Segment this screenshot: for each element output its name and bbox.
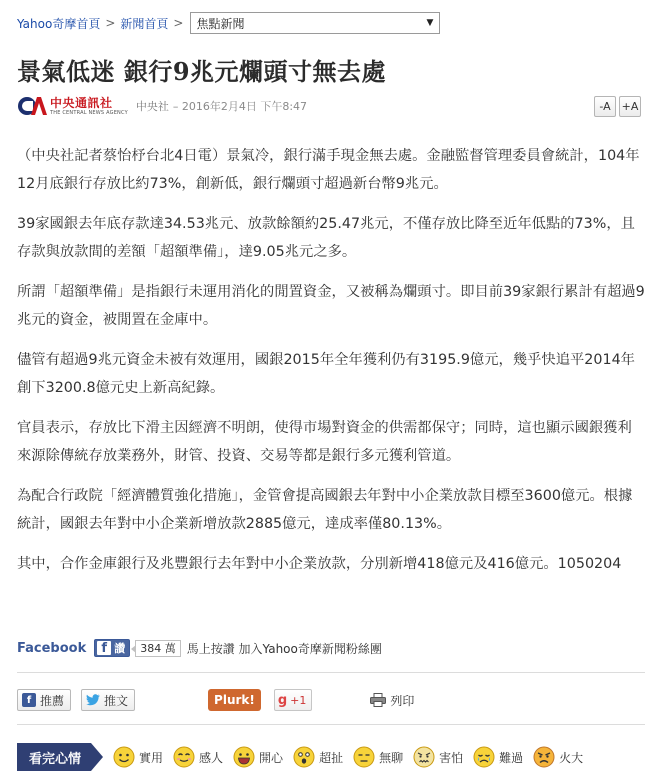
print-label: 列印 [390,693,415,708]
recommend-label: 推薦 [40,693,65,708]
reaction-useful-label: 實用 [139,750,164,765]
breadcrumb-news-home[interactable]: 新聞首頁 [120,16,169,31]
facebook-like-count: 384 萬 [135,640,181,657]
reaction-scared[interactable] [413,746,463,768]
article-title: 景氣低迷 銀行9兆元爛頭寸無去處 [17,57,387,86]
article-paragraph: 39家國銀去年底存款達34.53兆元、放款餘額約25.47兆元，不僅存放比降至近年低點的73%，且存款與放款間的差額「超額準備」，達9.05兆元之多。 [17,216,635,260]
article-paragraph: 所謂「超額準備」是指銀行未運用消化的閒置資金，又被稱為爛頭寸。即目前39家銀行累計有超過9兆元的資金，被閒置在金庫中。 [17,284,645,328]
shocked-face-icon [293,746,315,768]
cna-logo [17,95,128,117]
print-button[interactable] [370,692,414,709]
font-smaller-button[interactable]: -A [594,96,616,117]
facebook-icon: f [97,641,111,655]
cna-logo-en: THE CENTRAL NEWS AGENCY [50,109,128,116]
divider [17,672,645,673]
reaction-happy-label: 開心 [259,750,284,765]
article-paragraph: 儘管有超過9兆元資金未被有效運用，國銀2015年全年獲利仍有3195.9億元，幾乎快追平2014年創下3200.8億元史上新高紀錄。 [17,352,635,396]
google-g-icon: g [277,692,288,708]
facebook-icon: f [22,693,36,707]
google-plus-button[interactable] [274,689,313,711]
category-select[interactable] [190,12,440,34]
smile-face-icon [113,746,135,768]
reaction-absurd[interactable] [293,746,343,768]
share-toolbar [17,688,414,712]
reaction-angry-label: 火大 [559,750,584,765]
article-byline [17,94,641,118]
breadcrumb [17,12,440,34]
cna-logo-icon [17,95,47,117]
grin-face-icon [233,746,255,768]
reaction-scared-label: 害怕 [439,750,464,765]
reaction-angry[interactable] [533,746,583,768]
reaction-bar [17,742,593,772]
article-paragraph: 其中，合作金庫銀行及兆豐銀行去年對中小企業放款，分別新增418億元及416億元。1050204 [17,556,622,572]
article-body [17,142,645,590]
facebook-like-label: 讚 [114,642,126,655]
facebook-follow-text: 馬上按讚 加入Yahoo奇摩新聞粉絲團 [186,641,382,656]
breadcrumb-separator: > [173,16,184,30]
twitter-bird-icon [86,693,100,707]
facebook-fan-row [17,638,382,658]
reaction-absurd-label: 超扯 [319,750,344,765]
reaction-happy[interactable] [233,746,283,768]
reaction-sad-label: 難過 [499,750,524,765]
breadcrumb-separator: > [105,16,116,30]
chevron-down-icon: ▼ [426,18,434,28]
facebook-label: Facebook [17,640,87,656]
reaction-touched-label: 感人 [199,750,224,765]
category-select-value: 焦點新聞 [196,16,245,31]
facebook-like-button[interactable] [94,639,130,657]
article-paragraph: 為配合行政院「經濟體質強化措施」，金管會提高國銀去年對中小企業放款目標至3600億元。根據統計，國銀去年對中小企業新增放款2885億元，達成率僅80.13%。 [17,488,633,532]
divider [17,724,645,725]
plurk-button[interactable]: Plurk! [208,689,261,711]
article-paragraph: 官員表示，存放比下滑主因經濟不明朗，使得市場對資金的供需都保守；同時，這也顯示國銀獲利來源除傳統存放業務外，財管、投資、交易等都是銀行多元獲利管道。 [17,420,632,464]
article-source: 中央社 [135,100,169,113]
cna-logo-cn: 中央通訊社 [50,95,113,110]
scared-face-icon [413,746,435,768]
bored-face-icon [353,746,375,768]
article-date: – 2016年2月4日 下午8:47 [172,100,308,113]
reaction-bored[interactable] [353,746,403,768]
breadcrumb-yahoo-home[interactable]: Yahoo奇摩首頁 [17,16,101,31]
reaction-useful[interactable] [113,746,163,768]
angry-face-icon [533,746,555,768]
reaction-list [113,746,593,768]
tweet-button[interactable] [81,689,135,711]
printer-icon [370,693,386,707]
font-larger-button[interactable]: +A [619,96,641,117]
reaction-label: 看完心情 [17,743,91,771]
touched-face-icon [173,746,195,768]
reaction-bored-label: 無聊 [379,750,404,765]
font-size-controls [594,96,641,117]
facebook-recommend-button[interactable] [17,689,71,711]
reaction-touched[interactable] [173,746,223,768]
crying-face-icon [473,746,495,768]
reaction-sad[interactable] [473,746,523,768]
article-meta [136,98,307,114]
article-paragraph: （中央社記者蔡怡杼台北4日電）景氣冷，銀行滿手現金無去處。金融監督管理委員會統計，104年12月底銀行存放比約73%，創新低，銀行爛頭寸超過新台幣9兆元。 [17,148,640,192]
google-plus-count: +1 [290,693,307,707]
tweet-label: 推文 [104,693,129,708]
